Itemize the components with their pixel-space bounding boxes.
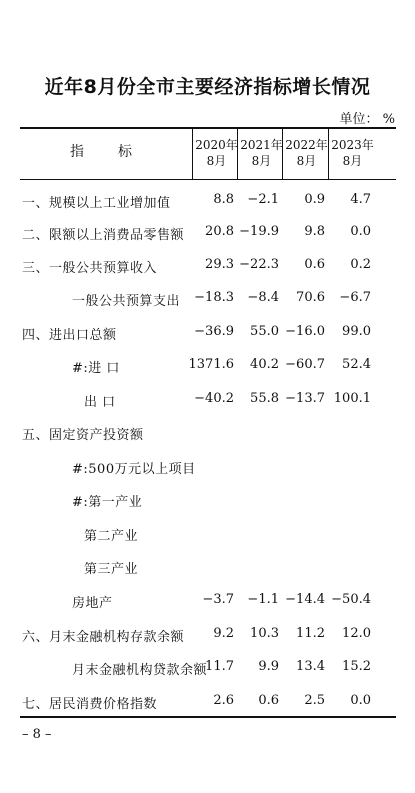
table-row <box>0 324 415 348</box>
row-label: 出 口 <box>84 395 116 410</box>
row-value: −2.1 <box>247 192 279 207</box>
row-value: 0.6 <box>258 693 279 708</box>
column-header-year: 2021年 <box>240 138 283 152</box>
row-label: 三、一般公共预算收入 <box>22 261 158 276</box>
page-title: 近年8月份全市主要经济指标增长情况 <box>44 76 371 98</box>
row-value: −6.7 <box>339 290 371 305</box>
column-header-month: 8月 <box>296 154 317 168</box>
column-header-2020 <box>192 137 241 169</box>
table-row <box>0 424 415 448</box>
row-value: 13.4 <box>296 659 325 674</box>
row-value: −16.0 <box>285 324 325 339</box>
row-value: 1371.6 <box>188 357 234 372</box>
row-label: 二、限额以上消费品零售额 <box>22 228 185 243</box>
column-header-year: 2022年 <box>285 138 328 152</box>
row-value: 52.4 <box>342 357 371 372</box>
row-value: 20.8 <box>205 224 234 239</box>
table-row <box>0 592 415 616</box>
row-value: 55.8 <box>250 391 279 406</box>
row-value: −36.9 <box>194 324 234 339</box>
row-value: 70.6 <box>296 290 325 305</box>
row-value: −8.4 <box>247 290 279 305</box>
row-value: −3.7 <box>202 592 234 607</box>
row-value: 8.8 <box>213 192 234 207</box>
table-row <box>0 626 415 650</box>
row-label: #:500万元以上项目 <box>72 462 196 477</box>
row-value: 29.3 <box>205 257 234 272</box>
row-value: 0.6 <box>304 257 325 272</box>
row-value: 0.9 <box>304 192 325 207</box>
table-row <box>0 192 415 216</box>
row-value: 100.1 <box>333 391 371 406</box>
row-label: 四、进出口总额 <box>22 328 117 343</box>
table-row <box>0 659 415 683</box>
row-value: −18.3 <box>194 290 234 305</box>
row-label: 六、月末金融机构存款余额 <box>22 630 185 645</box>
row-value: 15.2 <box>342 659 371 674</box>
row-value: 4.7 <box>350 192 371 207</box>
unit-label: 单位： % <box>339 112 395 127</box>
row-value: −22.3 <box>239 257 279 272</box>
row-value: 55.0 <box>250 324 279 339</box>
table-row <box>0 257 415 281</box>
row-value: 99.0 <box>342 324 371 339</box>
row-label: #:第一产业 <box>72 495 143 510</box>
row-value: −60.7 <box>285 357 325 372</box>
row-label: 一、规模以上工业增加值 <box>22 196 171 211</box>
row-label: 房地产 <box>72 596 113 611</box>
row-value: −40.2 <box>194 391 234 406</box>
table-row <box>0 693 415 717</box>
column-header-month: 8月 <box>342 154 363 168</box>
row-value: −1.1 <box>247 592 279 607</box>
column-header-2022 <box>282 137 331 169</box>
row-label: 五、固定资产投资额 <box>22 428 144 443</box>
page-number: – 8 – <box>22 727 52 742</box>
table-row <box>0 224 415 248</box>
row-value: 40.2 <box>250 357 279 372</box>
table-row <box>0 525 415 549</box>
table-row <box>0 558 415 582</box>
row-value: −13.7 <box>285 391 325 406</box>
column-header-2021 <box>237 137 286 169</box>
table-top-rule <box>20 127 396 129</box>
row-value: 9.2 <box>213 626 234 641</box>
column-header-2023 <box>328 137 377 169</box>
row-label: 一般公共预算支出 <box>72 294 181 309</box>
row-value: 0.0 <box>350 224 371 239</box>
row-label: 第二产业 <box>84 529 139 544</box>
row-value: −50.4 <box>331 592 371 607</box>
row-label: 七、居民消费价格指数 <box>22 697 158 712</box>
row-label: 第三产业 <box>84 562 139 577</box>
row-label: 月末金融机构贷款余额 <box>72 663 208 678</box>
row-value: 11.2 <box>296 626 325 641</box>
table-row <box>0 458 415 482</box>
row-value: 9.9 <box>258 659 279 674</box>
column-header-month: 8月 <box>206 154 227 168</box>
row-value: −19.9 <box>239 224 279 239</box>
column-header-indicator: 指 标 <box>70 144 142 160</box>
table-header-rule <box>20 179 396 180</box>
row-value: 0.0 <box>350 693 371 708</box>
row-label: #:进 口 <box>72 361 120 376</box>
table-row <box>0 391 415 415</box>
column-header-month: 8月 <box>251 154 272 168</box>
row-value: 12.0 <box>342 626 371 641</box>
column-header-year: 2020年 <box>195 138 238 152</box>
table-row <box>0 290 415 314</box>
table-row <box>0 491 415 515</box>
row-value: 0.2 <box>350 257 371 272</box>
row-value: 2.5 <box>304 693 325 708</box>
row-value: 2.6 <box>213 693 234 708</box>
column-header-year: 2023年 <box>331 138 374 152</box>
table-row <box>0 357 415 381</box>
row-value: 9.8 <box>304 224 325 239</box>
row-value: 10.3 <box>250 626 279 641</box>
row-value: 11.7 <box>205 659 234 674</box>
row-value: −14.4 <box>285 592 325 607</box>
